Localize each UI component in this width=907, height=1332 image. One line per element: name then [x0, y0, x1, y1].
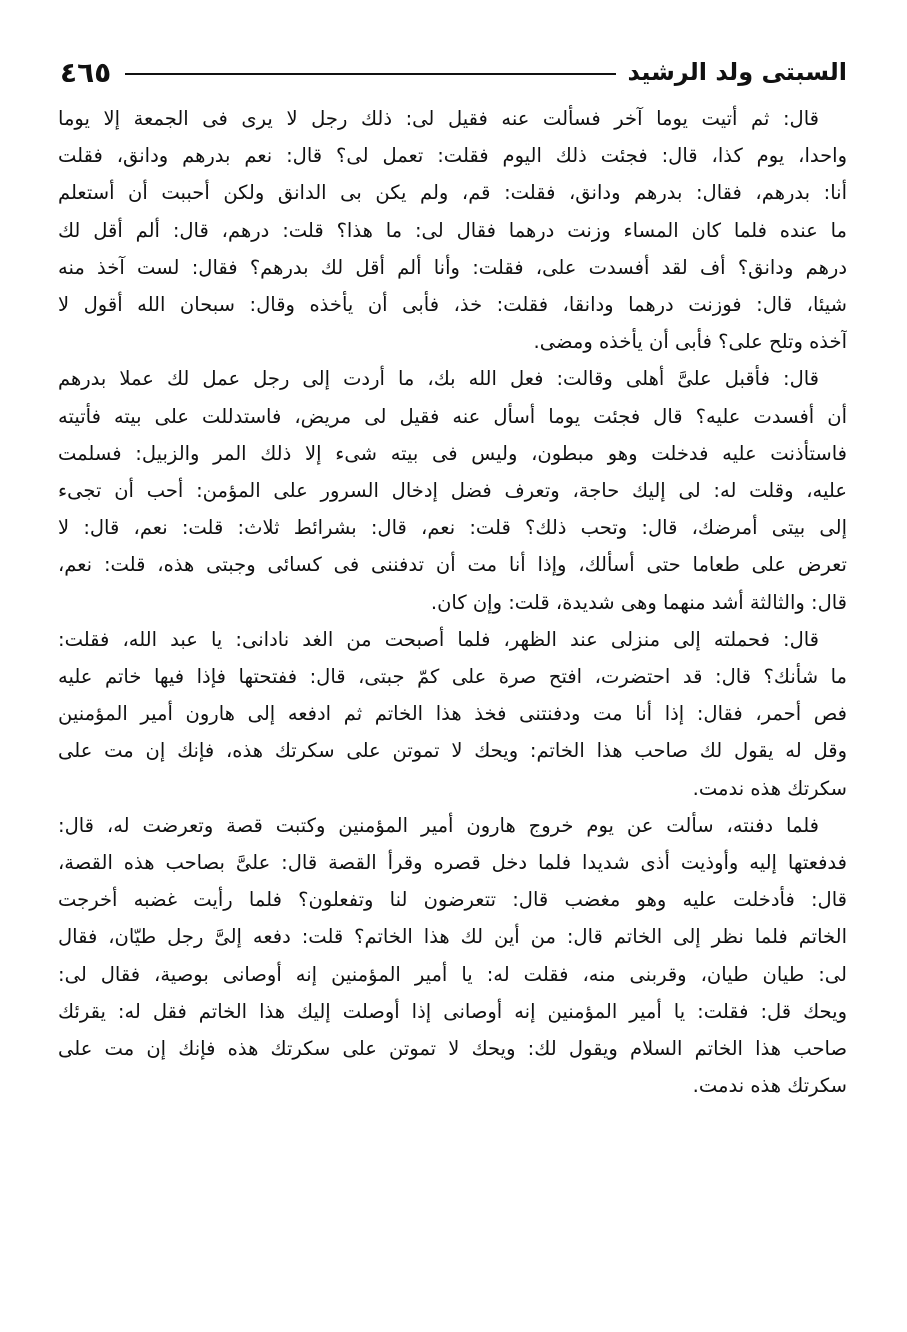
text-line: فاستأذنت عليه فدخلت وهو مبطون، وليس فى بيته شىء إلا ذلك المر والزبيل: فسلمت: [58, 441, 847, 465]
running-title: السبتى ولد الرشيد: [627, 58, 847, 86]
text-line: عليه، وقلت له: لى إليك حاجة، وتعرف فضل إدخال السرور على المؤمن: أحب أن تجىء: [58, 479, 847, 503]
text-line: وقل له يقول لك صاحب هذا الخاتم: ويحك لا تموتن على سكرتك هذه، فإنك إن مت على: [58, 739, 847, 763]
text-line: قال: فأقبل علىَّ أهلى وقالت: فعل الله بك، ما أردت إلى رجل عمل لك عملا بدرهم: [58, 367, 819, 391]
text-line: أن أفسدت عليه؟ قال فجئت يوما أسأل عنه فقيل لى مريض، فاستدللت على بيته فأتيته: [58, 404, 847, 428]
text-line: تعرض على طعاما حتى أسألك، وإذا أنا مت أن تدفننى فى كسائى وجبتى هذه، قلت: نعم،: [58, 553, 847, 577]
text-line: شيئا، قال: فوزنت درهما ودانقا، فقلت: خذ، فأبى أن يأخذه وقال: سبحان الله أقول لا: [58, 293, 847, 317]
page-number: ٤٦٥: [60, 55, 112, 89]
body-text: [58, 100, 847, 1104]
text-line: ويحك قل: فقلت: يا أمير المؤمنين إنه أوصانى إذا أوصلت إليك هذا الخاتم فقل له: يقرئك: [58, 999, 847, 1023]
text-line: إلى بيتى أمرضك، قال: وتحب ذلك؟ قلت: نعم، قال: بشرائط ثلاث: قلت: نعم، قال: لا: [58, 516, 847, 540]
paragraph-3: [58, 621, 847, 807]
text-line: أنا: بدرهم، فقال: بدرهم ودانق، فقلت: قم، ولم يكن بى الدانق ولكن أحببت أن أستعلم: [58, 181, 847, 205]
text-line: لى: طيان طيان، وقربنى منه، فقلت له: يا أمير المؤمنين إنه أوصانى بوصية، فقال لى:: [58, 962, 847, 986]
text-line: آخذه وتلح على؟ فأبى أن يأخذه ومضى.: [533, 330, 847, 354]
text-line: ما عنده فلما كان المساء وزنت درهما فقال لى: ما هذا؟ قلت: درهم، قال: ألم أقل لك: [58, 218, 847, 242]
page-header: [60, 52, 847, 92]
text-line: فلما دفنته، سألت عن يوم خروج هارون أمير المؤمنين وكتبت قصة وتعرضت له، قال:: [58, 813, 819, 837]
header-rule: [125, 73, 615, 75]
text-line: واحدا، يوم كذا، قال: فجئت ذلك اليوم فقلت: تعمل لى؟ قال: نعم بدرهم ودانق، فقلت: [58, 144, 847, 168]
text-line: فدفعتها إليه وأوذيت أذى شديدا فلما دخل قصره وقرأ القصة قال: علىَّ بصاحب هذه القصة،: [58, 851, 847, 875]
text-line: درهم ودانق؟ أف لقد أفسدت على، فقلت: وأنا ألم أقل لك بدرهم؟ فقال: لست آخذ منه: [58, 255, 847, 279]
text-line: قال: والثالثة أشد منهما وهى شديدة، قلت: وإن كان.: [430, 590, 847, 614]
text-line: الخاتم فلما نظر إلى الخاتم قال: من أين لك هذا الخاتم؟ قلت: دفعه إلىَّ رجل طيّان، فقال: [58, 925, 847, 949]
text-line: فص أحمر، فقال: إذا أنا مت ودفنتنى فخذ هذا الخاتم ثم ادفعه إلى هارون أمير المؤمنين: [58, 702, 847, 726]
paragraph-2: [58, 360, 847, 620]
text-line: سكرتك هذه ندمت.: [692, 1074, 847, 1098]
text-line: ما شأنك؟ قال: قد احتضرت، افتح صرة على كمّ جبتى، قال: ففتحتها فإذا فيها خاتم عليه: [58, 665, 847, 689]
text-line: قال: فحملته إلى منزلى عند الظهر، فلما أصبحت من الغد نادانى: يا عبد الله، فقلت:: [58, 627, 819, 651]
text-line: قال: فأدخلت عليه وهو مغضب قال: تتعرضون لنا وتفعلون؟ فلما رأيت غضبه أخرجت: [58, 888, 847, 912]
text-line: صاحب هذا الخاتم السلام ويقول لك: ويحك لا تموتن على سكرتك هذه فإنك إن مت على: [58, 1037, 847, 1061]
paragraph-1: [58, 100, 847, 360]
text-line: سكرتك هذه ندمت.: [692, 776, 847, 800]
paragraph-4: [58, 807, 847, 1105]
text-line: قال: ثم أتيت يوما آخر فسألت عنه فقيل لى: ذلك رجل لا يرى فى الجمعة إلا يوما: [58, 107, 819, 130]
